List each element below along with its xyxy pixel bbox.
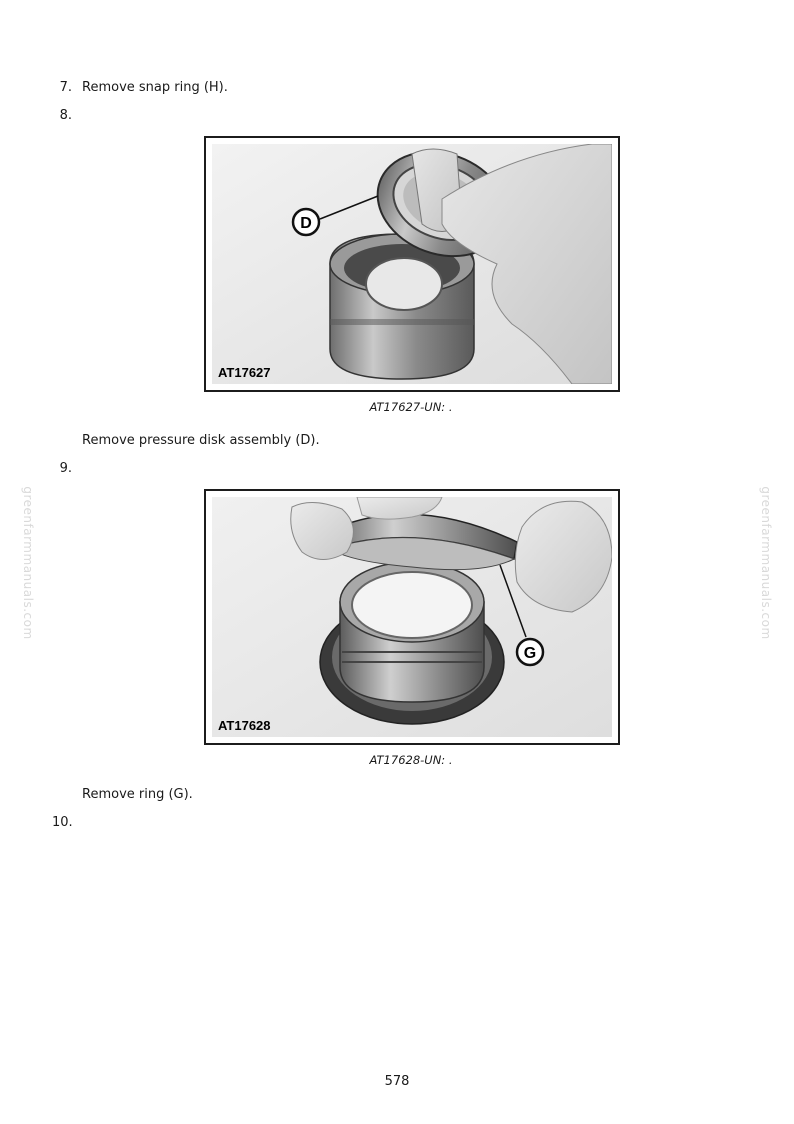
step-number: 10.: [52, 815, 73, 830]
watermark-right: greenfarmmanuals.com: [759, 486, 773, 640]
figure-at17627: [204, 136, 620, 392]
callout-label: D: [300, 215, 312, 232]
instruction-text: Remove pressure disk assembly (D).: [82, 433, 320, 448]
step-text: Remove snap ring (H).: [82, 80, 228, 95]
page-number: 578: [384, 1074, 410, 1089]
figure-at17628: [204, 489, 620, 745]
figure-caption: AT17627-UN: .: [369, 400, 453, 414]
step-number: 7.: [59, 80, 72, 95]
step-number: 8.: [59, 108, 72, 123]
pressure-disk-photo: [212, 144, 612, 384]
step-number: 9.: [59, 461, 72, 476]
callout-label: G: [523, 645, 537, 662]
figure-caption: AT17628-UN: .: [369, 753, 453, 767]
instruction-text: Remove ring (G).: [82, 787, 193, 802]
watermark-left: greenfarmmanuals.com: [21, 486, 35, 640]
figure-id-label: AT17627: [218, 365, 271, 380]
ring-photo: [212, 497, 612, 737]
figure-id-label: AT17628: [218, 718, 271, 733]
